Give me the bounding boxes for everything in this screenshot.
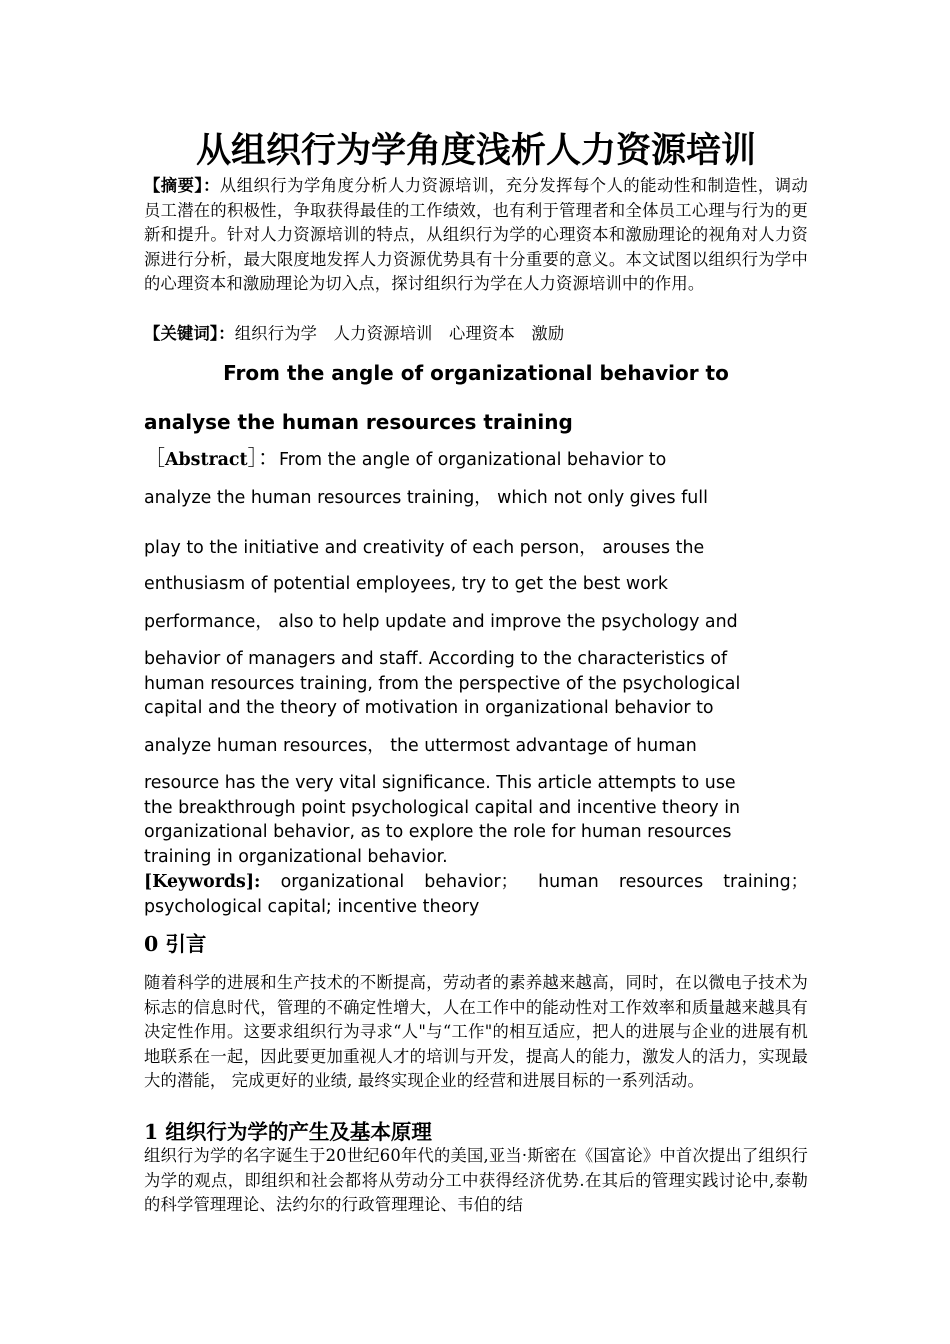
abstract-en-line-11: the breakthrough point psychological capital and incentive theory in: [144, 798, 741, 818]
abstract-cn-text: 从组织行为学角度分析人力资源培训，充分发挥每个人的能动性和制造性，调动员工潜在的积极性，争取获得最佳的工作绩效，也有利于管理者和全体员工心理与行为的更新和提升。针对人力资源培训的特点，从组织行为学的心理资本和激励理论的视角对人力资源进行分析，最大限度地发挥人力资源优势具有十分重要的意义。本文试图以组织行为学中的心理资本和激励理论为切入点，探讨组织行为学在人力资源培训中的作用。: [144, 176, 808, 294]
section-0-text: 随着科学的进展和生产技术的不断提高，劳动者的素养越来越高，同时，在以微电子技术为标志的信息时代，管理的不确定性增大，人在工作中的能动性对工作效率和质量越来越具有决定性作用。这要求组织行为寻求“人"与“工作"的相互适应，把人的进展与企业的进展有机地联系在一起，因此要更加重视人才的培训与开发，提高人的能力，激发人的活力，实现最大的潜能， 完成更好的业绩, 最终实现企业的经营和进展目标的一系列活动。: [144, 973, 808, 1091]
abstract-en-line-9: analyze human resources， the uttermost advantage of human: [144, 736, 697, 756]
abstract-cn-label: 【摘要】：: [144, 176, 220, 195]
abstract-en-bracket-close: ］：: [247, 446, 280, 470]
english-title-line-1: From the angle of organizational behavior to: [223, 361, 729, 385]
document-title: 从组织行为学角度浅析人力资源培训: [195, 131, 756, 171]
abstract-en-line-1: [144, 446, 808, 473]
keywords-cn-text: 组织行为学 人力资源培训 心理资本 激励: [234, 324, 565, 343]
abstract-en-line-8: capital and the theory of motivation in organizational behavior to: [144, 698, 714, 718]
english-title-line-2: analyse the human resources training: [144, 410, 573, 434]
keywords-en: [144, 870, 808, 919]
section-1-text: 组织行为学的名字诞生于20世纪60年代的美国,亚当·斯密在《国富论》中首次提出了组织行为学的观点，即组织和社会都将从劳动分工中获得经济优势.在其后的管理实践讨论中,泰勒的科学管理理论、法约尔的行政管理理论、韦伯的结: [144, 1146, 808, 1215]
abstract-en-line-10: resource has the very vital significance. This article attempts to use: [144, 773, 736, 793]
abstract-en-line-3: play to the initiative and creativity of each person， arouses the: [144, 538, 705, 558]
abstract-en-line-13: training in organizational behavior.: [144, 847, 448, 867]
keywords-cn: [144, 322, 808, 347]
abstract-en-line-7: human resources training, from the perspective of the psychological: [144, 674, 741, 694]
abstract-en-line-6: behavior of managers and staff. According to the characteristics of: [144, 649, 728, 669]
abstract-en-line-4: enthusiasm of potential employees, try to get the best work: [144, 574, 668, 594]
abstract-en-line-12: organizational behavior, as to explore the role for human resources: [144, 822, 732, 842]
abstract-en-bracket-open: ［: [144, 446, 165, 470]
section-1-heading: 1 组织行为学的产生及基本原理: [144, 1120, 432, 1144]
abstract-en-line-text: From the angle of organizational behavior to: [279, 450, 667, 470]
abstract-en-line-5: performance， also to help update and improve the psychology and: [144, 612, 738, 632]
keywords-en-label: [Keywords]:: [144, 872, 261, 892]
keywords-cn-label: 【关键词】：: [144, 324, 235, 343]
keywords-en-text: organizational behavior； human resources training；psychological capital; incentive theory: [144, 872, 808, 917]
section-0-heading: 0 引言: [144, 932, 207, 956]
abstract-cn: [144, 174, 808, 297]
abstract-en-line-2: analyze the human resources training， which not only gives full: [144, 488, 708, 508]
abstract-en-label: Abstract: [165, 450, 248, 470]
